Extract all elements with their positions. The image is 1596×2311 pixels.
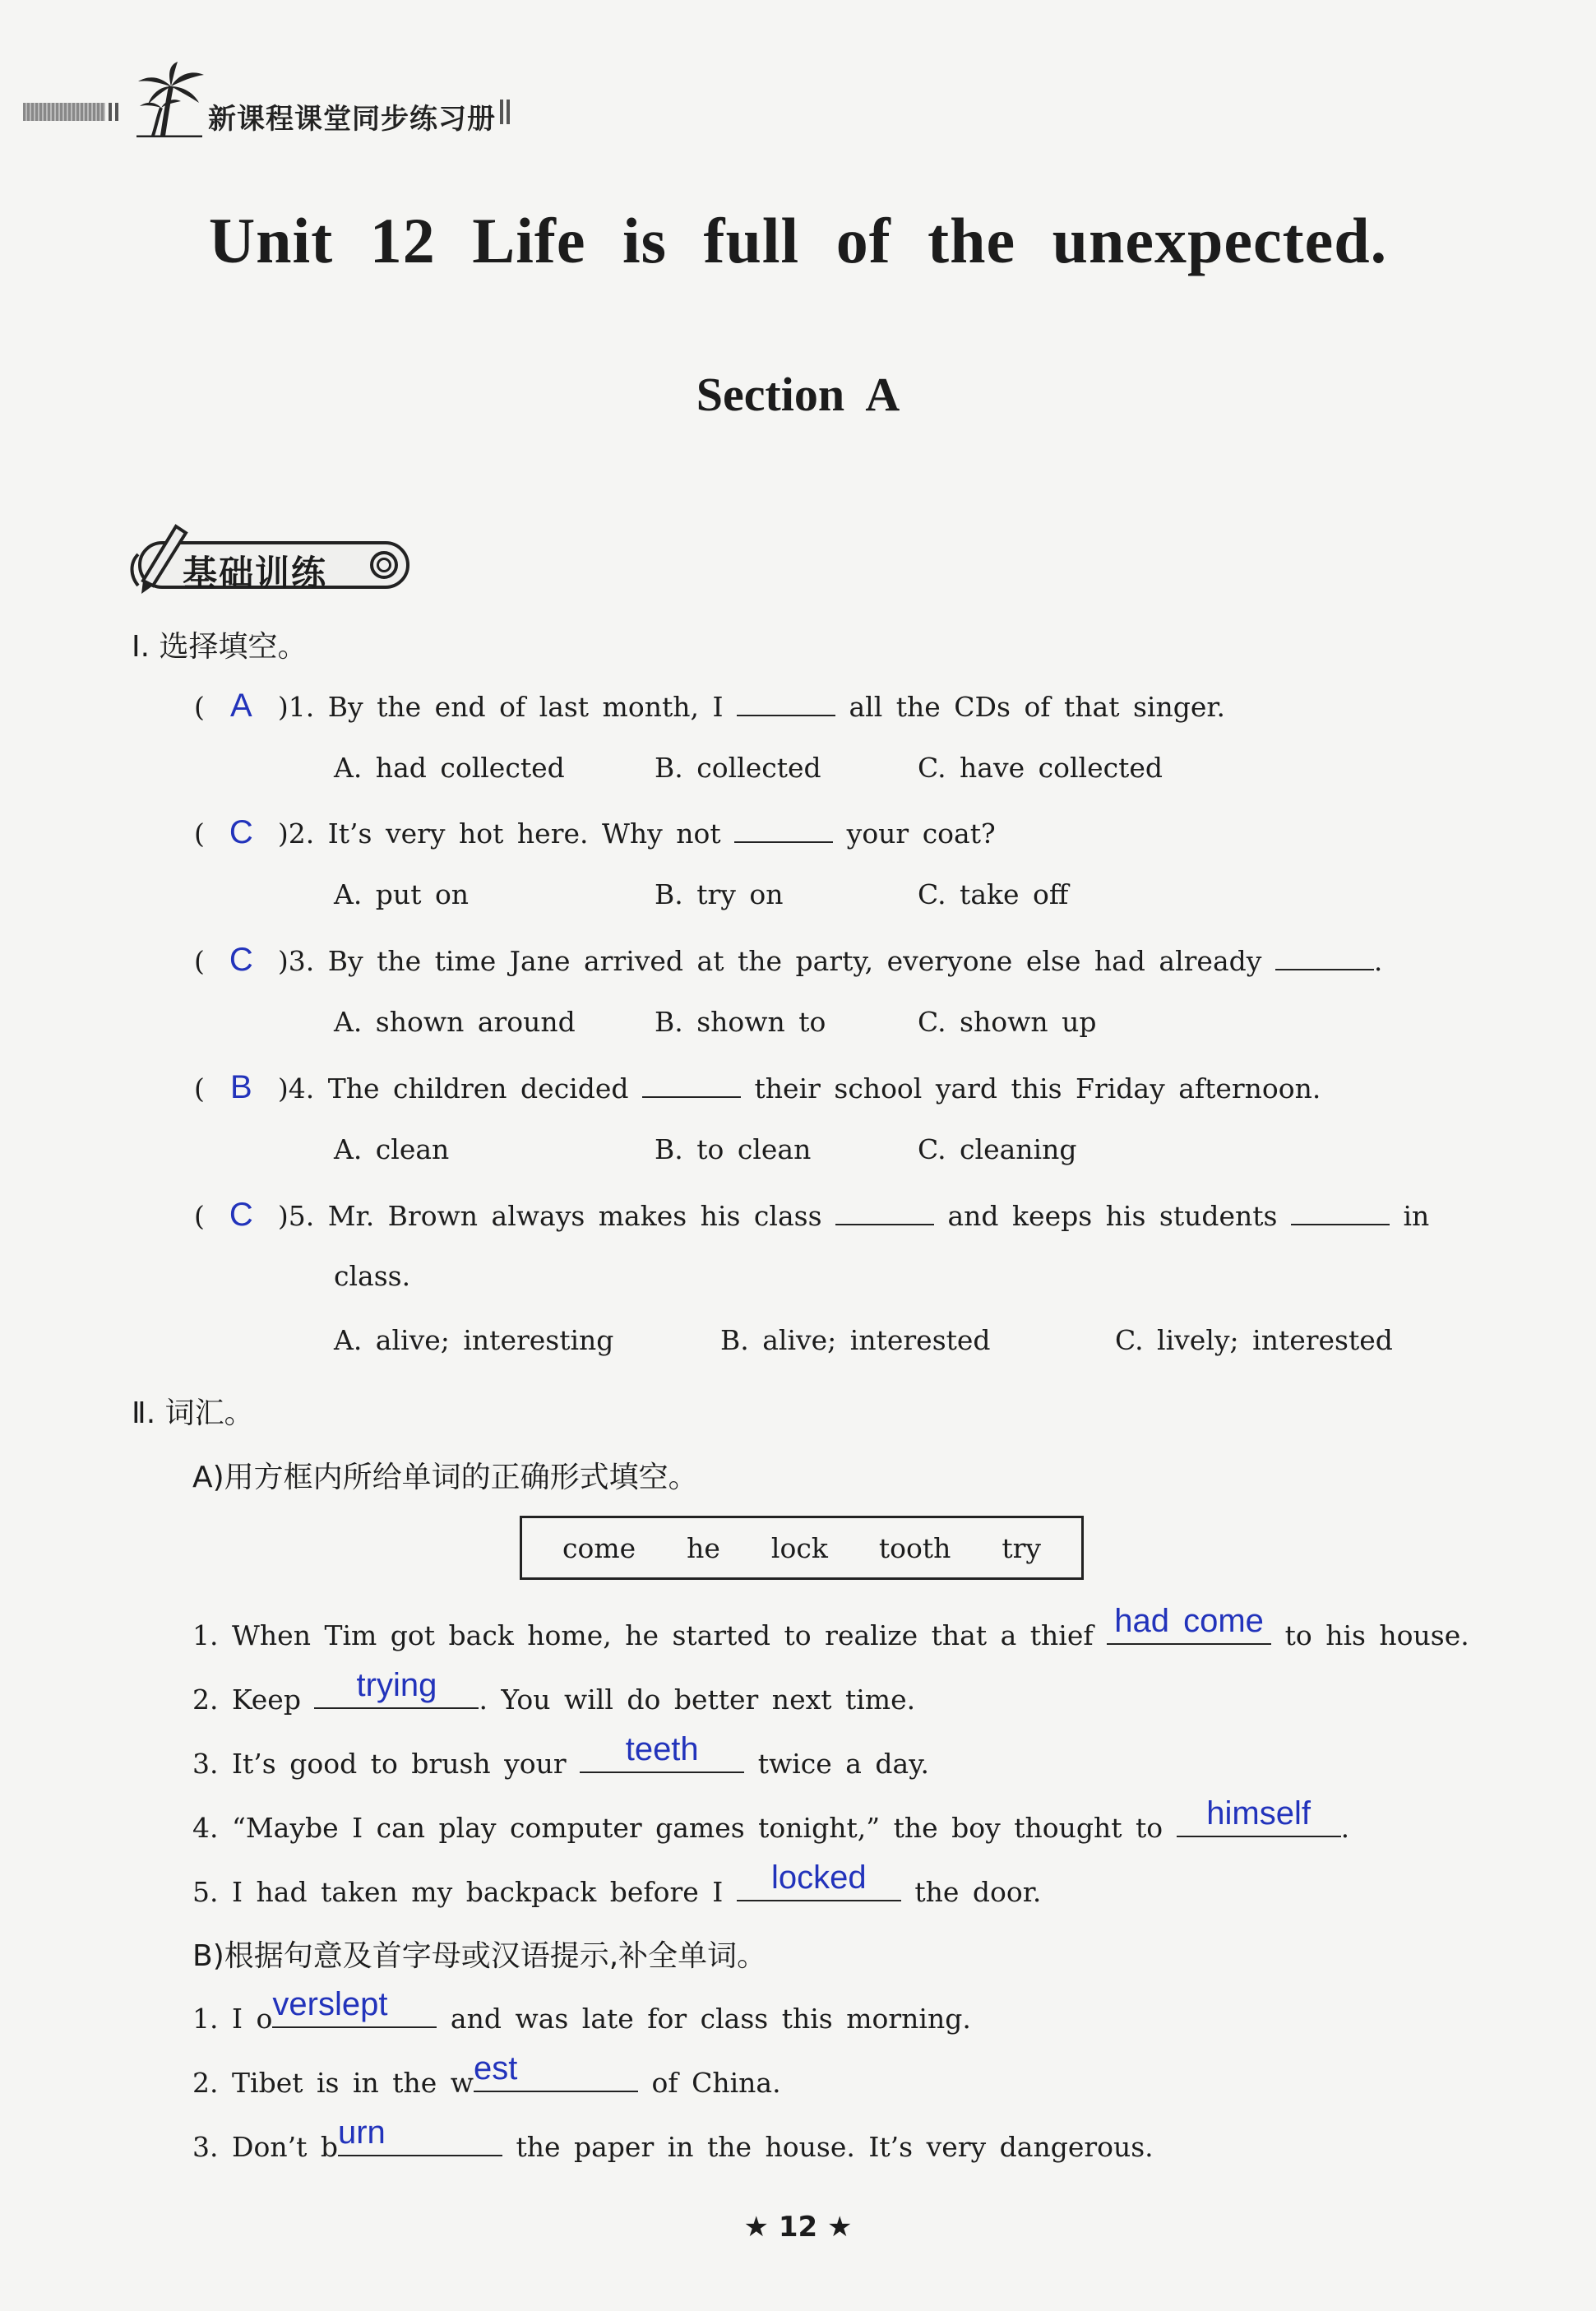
options-4-a: A. clean [334,1133,450,1165]
vocab-b-2: 2. Tibet is in the w est of China. [192,2050,781,2099]
word-box-item: lock [770,1531,828,1564]
badge-ring-inner [377,558,391,572]
answer-blank: had come [1107,1615,1271,1645]
blank [642,1072,741,1098]
header-end-stripe [500,100,511,124]
part1-heading: Ⅰ. 选择填空。 [132,630,308,664]
options-3-b: B. shown to [655,1006,826,1038]
answer-2: C [229,814,253,850]
options-1-c: C. have collected [918,752,1163,784]
blank [1291,1199,1390,1225]
vocab-a-1: 1. When Tim got back home, he started to realize that a thief had come to his house. [192,1603,1469,1651]
vocab-a-3: 3. It’s good to brush your teeth twice a day. [192,1731,929,1780]
blank [1275,944,1374,970]
options-3-c: C. shown up [918,1006,1097,1038]
answer-blank: teeth [580,1744,744,1773]
part2-heading: Ⅱ. 词汇。 [132,1396,254,1430]
vocab-a-2: 2. Keep trying . You will do better next time. [192,1667,916,1716]
options-4-c: C. cleaning [918,1133,1077,1165]
vocab-a-5: 5. I had taken my backpack before I locked the door. [192,1859,1042,1908]
part2-b-heading: B)根据句意及首字母或汉语提示,补全单词。 [192,1939,767,1973]
series-title: 新课程课堂同步练习册 [208,103,496,136]
word-box-item: he [687,1531,720,1564]
answer-blank: trying [314,1679,479,1709]
question-5: ( C )5. Mr. Brown always makes his class and keeps his students in [194,1197,1430,1233]
answer-3: C [229,942,253,978]
page-number: ★ 12 ★ [743,2211,853,2244]
answer-5: C [229,1197,253,1233]
word-box [520,1516,1084,1580]
palm-tree-icon [120,62,210,137]
answer-4: B [230,1069,252,1105]
vocab-b-3: 3. Don’t b urn the paper in the house. It’s very dangerous. [192,2114,1154,2163]
header-stripe [23,103,105,121]
section-title: Section A [696,368,900,421]
basic-training-badge [123,533,414,597]
vocab-b-1: 1. I o verslept and was late for class this morning. [192,1986,971,2035]
badge-label: 基础训练 [183,553,328,593]
part2-a-heading: A)用方框内所给单词的正确形式填空。 [192,1461,698,1494]
question-1: ( A )1. By the end of last month, I all the CDs of that singer. [194,688,1225,724]
options-2-a: A. put on [334,878,470,910]
word-box-item: come [562,1531,636,1564]
word-box-item: tooth [878,1531,951,1564]
answer-1: A [230,688,252,724]
options-1-b: B. collected [655,752,821,784]
series-header [23,78,508,136]
answer-blank: himself [1177,1808,1341,1837]
vocab-a-4: 4. “Maybe I can play computer games tonight,” the boy thought to himself . [192,1795,1350,1844]
answer-blank: locked [737,1872,901,1901]
answer-blank: verslept [272,1998,437,2028]
question-4: ( B )4. The children decided their school yard this Friday afternoon. [194,1069,1321,1105]
answer-blank: est [474,2063,638,2092]
options-1-a: A. had collected [334,752,565,784]
blank [737,690,835,716]
blank [835,1199,934,1225]
unit-title: Unit 12 Life is full of the unexpected. [208,205,1388,276]
options-2-c: C. take off [918,878,1069,910]
options-5-b: B. alive; interested [720,1324,991,1356]
blank [734,817,833,843]
options-5-c: C. lively; interested [1115,1324,1393,1356]
options-4-b: B. to clean [655,1133,812,1165]
answer-blank: urn [338,2127,502,2156]
question-2: ( C )2. It’s very hot here. Why not your coat? [194,814,996,850]
question-3: ( C )3. By the time Jane arrived at the party, everyone else had already . [194,942,1383,978]
word-box-item: try [1002,1531,1041,1564]
options-2-b: B. try on [655,878,784,910]
options-5-a: A. alive; interesting [334,1324,614,1356]
question-5-cont: class. [334,1260,411,1292]
options-3-a: A. shown around [334,1006,576,1038]
